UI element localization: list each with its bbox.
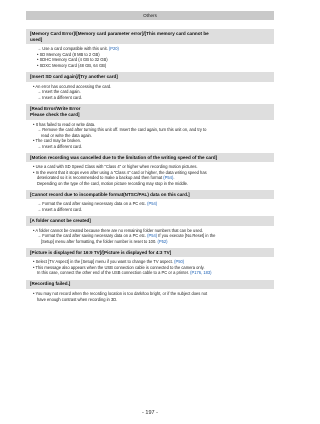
- body-line: → Insert a different card.: [37, 143, 82, 149]
- section-title: [Picture is displayed for 16:9 TV]/[Picture is displayed for 4:3 TV]: [26, 248, 274, 257]
- section-title: [26, 29, 274, 44]
- body-line: • SDXC Memory Card (48 GB, 64 GB): [37, 62, 107, 68]
- body-line: deteriorated so it is recommended to make a backup and then format (P54).: [37, 175, 175, 181]
- page-reference-link[interactable]: (P52): [157, 238, 168, 244]
- page-reference-link[interactable]: (P176, 183): [190, 270, 212, 276]
- section-incompatible-format: [26, 190, 274, 216]
- section-title-line: used]: [30, 36, 43, 42]
- body-line: • A folder cannot be created because there are no remaining folder numbers that can be used.: [33, 227, 204, 233]
- section-folder-cannot-be-created: [26, 216, 274, 248]
- body-line: → Use a card compatible with this unit. (P20): [37, 46, 119, 52]
- section-title: [Motion recording was cancelled due to the limitation of the writing speed of the card]: [26, 153, 274, 162]
- body-line: → Insert a different card.: [37, 206, 82, 212]
- body-line: have enough contrast when recording in 3D.: [37, 296, 118, 302]
- section-title-line: [Read Error/Write Error: [30, 105, 81, 111]
- body-line: • This message also appears when the USB connection cable is connected to the camera only.: [33, 264, 205, 270]
- section-title: [Recording failed.]: [26, 280, 274, 289]
- page-content: [26, 29, 274, 306]
- body-line: • An error has occurred accessing the card.: [33, 83, 112, 89]
- section-picture-displayed-tv: [26, 248, 274, 280]
- page-header: Others: [26, 11, 274, 20]
- body-line: • The card may be broken.: [33, 138, 82, 144]
- section-read-write-error: [26, 104, 274, 153]
- page-reference-link[interactable]: (P50): [174, 259, 185, 265]
- body-line: → Format the card after saving necessary data on a PC etc. (P54): [37, 201, 158, 207]
- body-line: In this case, connect the other end of the USB connection cable to a PC or a printer. (P176, 183): [37, 270, 212, 276]
- body-line: → Remove the card after turning this unit off. Insert the card again, turn this unit on, and try to: [37, 127, 207, 133]
- section-title-line: Please check the card]: [30, 111, 80, 117]
- page-number: - 197 -: [142, 410, 158, 416]
- section-title: [A folder cannot be created]: [26, 216, 274, 225]
- body-line: read or write the data again.: [41, 132, 92, 138]
- section-title-line: [Memory Card Error]/[Memory card parameter error]/[This memory card cannot be: [30, 30, 209, 36]
- section-title: [26, 104, 274, 119]
- body-line: → Format the card after saving necessary data on a PC etc. (P54) If you execute [No.Reset] in the: [37, 233, 216, 239]
- section-motion-recording-cancelled: [26, 153, 274, 190]
- body-line: • Select [TV Aspect] in the [Setup] menu if you want to change the TV aspect. (P50): [33, 259, 185, 265]
- section-title: [Cannot record due to incompatible format(NTSC/PAL) data on this card.]: [26, 190, 274, 199]
- page-reference-link[interactable]: (P54): [163, 175, 174, 181]
- body-line: • It has failed to read or write data.: [33, 121, 96, 127]
- body-line: → Insert a different card.: [37, 94, 82, 100]
- body-line: Depending on the type of the card, motion picture recording may stop in the middle.: [37, 180, 189, 186]
- body-line: → Insert the card again.: [37, 89, 81, 95]
- body-line: • SD Memory Card (8 MB to 2 GB): [37, 51, 100, 57]
- section-title: [Insert SD card again]/[Try another card]: [26, 72, 274, 81]
- section-insert-sd-card-again: [26, 72, 274, 104]
- section-recording-failed: [26, 280, 274, 306]
- body-line: • Use a card with SD Speed Class with "Class 4" or higher when recording motion pictures.: [33, 164, 198, 170]
- body-line: [Setup] menu after formatting, the folder number is reset to 100. (P52): [41, 238, 168, 244]
- page-reference-link[interactable]: (P54): [147, 201, 158, 207]
- body-line: • In the event that it stops even after using a "Class 4" card or higher, the data writing speed has: [33, 169, 207, 175]
- page-reference-link[interactable]: (P54): [147, 233, 158, 239]
- page-reference-link[interactable]: (P20): [108, 46, 119, 52]
- body-line: • SDHC Memory Card (4 GB to 32 GB): [37, 57, 108, 63]
- section-memory-card-error: [26, 29, 274, 72]
- body-line: • You may not record when the recording location is too dark/too bright, or if the subject does not: [33, 291, 208, 297]
